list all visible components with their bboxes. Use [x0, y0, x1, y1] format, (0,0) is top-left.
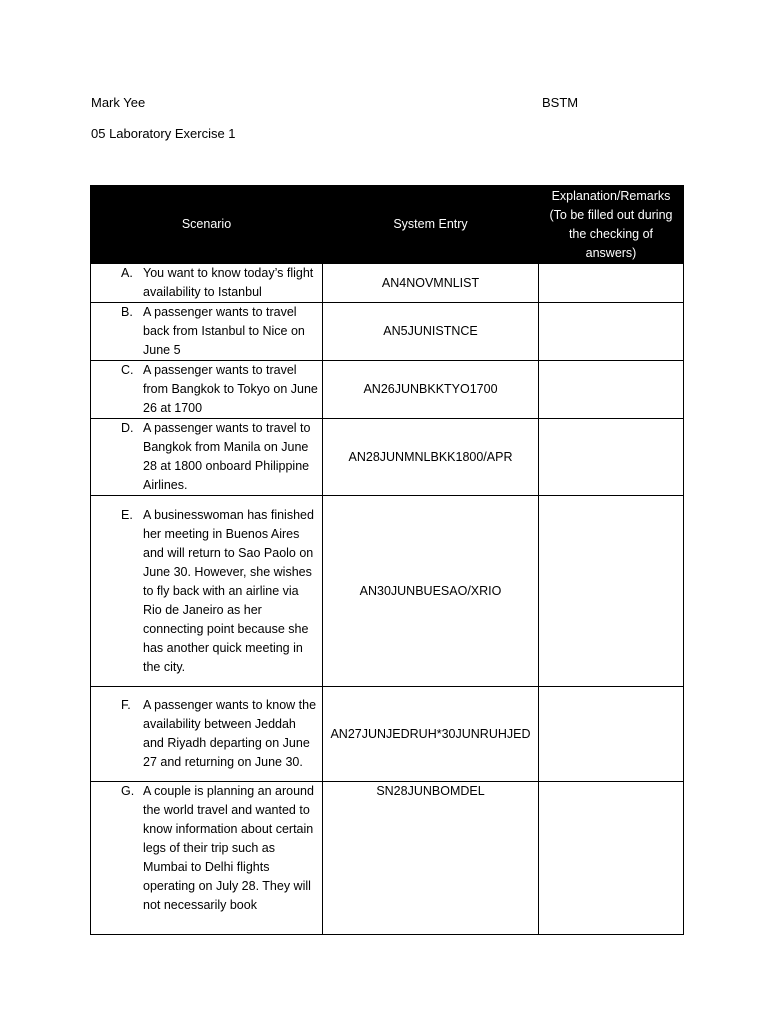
table-row [91, 264, 684, 303]
system-entry-cell: AN26JUNBKKTYO1700 [323, 361, 539, 419]
system-entry-cell: SN28JUNBOMDEL [323, 782, 539, 935]
scenario-cell [91, 264, 323, 303]
system-entry-cell: AN27JUNJEDRUH*30JUNRUHJED [323, 687, 539, 782]
scenario-cell [91, 303, 323, 361]
row-letter: G. [121, 784, 135, 798]
scenario-text: A passenger wants to travel from Bangkok to Tokyo on June 26 at 1700 [143, 363, 318, 415]
remarks-cell[interactable] [539, 782, 684, 935]
row-letter: F. [121, 698, 131, 712]
table-row [91, 782, 684, 935]
scenario-cell [91, 419, 323, 496]
scenario-text: A passenger wants to travel to Bangkok from Manila on June 28 at 1800 onboard Philippine Airlines. [143, 421, 311, 492]
scenario-text: A passenger wants to travel back from Istanbul to Nice on June 5 [143, 305, 305, 357]
row-letter: C. [121, 363, 134, 377]
scenario-cell [91, 687, 323, 782]
scenario-text: A businesswoman has finished her meeting in Buenos Aires and will return to Sao Paolo on June 30. However, she wishes to fly back with an airline via Rio de Janeiro as her connecting point because she has another quick meeting in the city. [143, 507, 314, 674]
system-entry-cell: AN30JUNBUESAO/XRIO [323, 496, 539, 687]
table-header-row [91, 186, 684, 264]
scenario-text: A passenger wants to know the availability between Jeddah and Riyadh departing on June 27 and returning on June 30. [143, 698, 317, 769]
scenario-cell [91, 361, 323, 419]
system-entry-cell: AN28JUNMNLBKK1800/APR [323, 419, 539, 496]
scenario-cell [91, 496, 323, 687]
row-letter: A. [121, 266, 133, 280]
scenario-cell [91, 782, 323, 935]
student-name: Mark Yee [91, 95, 146, 110]
scenario-text: A couple is planning an around the world travel and wanted to know information about certain legs of their trip such as Mumbai to Delhi flights operating on July 28. They will not necessarily book [143, 784, 314, 912]
remarks-cell[interactable] [539, 496, 684, 687]
row-letter: D. [121, 421, 134, 435]
table-row [91, 361, 684, 419]
scenario-text: You want to know today’s flight availability to Istanbul [143, 266, 314, 299]
table-row [91, 303, 684, 361]
column-header-system-entry: System Entry [323, 186, 539, 264]
column-header-scenario: Scenario [91, 186, 323, 264]
exercise-title: 05 Laboratory Exercise 1 [91, 126, 236, 141]
row-letter: E. [121, 507, 133, 522]
system-entry-cell: AN4NOVMNLIST [323, 264, 539, 303]
remarks-cell[interactable] [539, 419, 684, 496]
system-entry-cell: AN5JUNISTNCE [323, 303, 539, 361]
row-letter: B. [121, 305, 133, 319]
course-code: BSTM [542, 95, 579, 110]
column-header-remarks: Explanation/Remarks (To be filled out during the checking of answers) [539, 186, 684, 264]
remarks-cell[interactable] [539, 264, 684, 303]
table-row [91, 496, 684, 687]
exercise-table [90, 185, 684, 935]
table-row [91, 419, 684, 496]
remarks-cell[interactable] [539, 303, 684, 361]
table-row [91, 687, 684, 782]
remarks-cell[interactable] [539, 361, 684, 419]
remarks-cell[interactable] [539, 687, 684, 782]
